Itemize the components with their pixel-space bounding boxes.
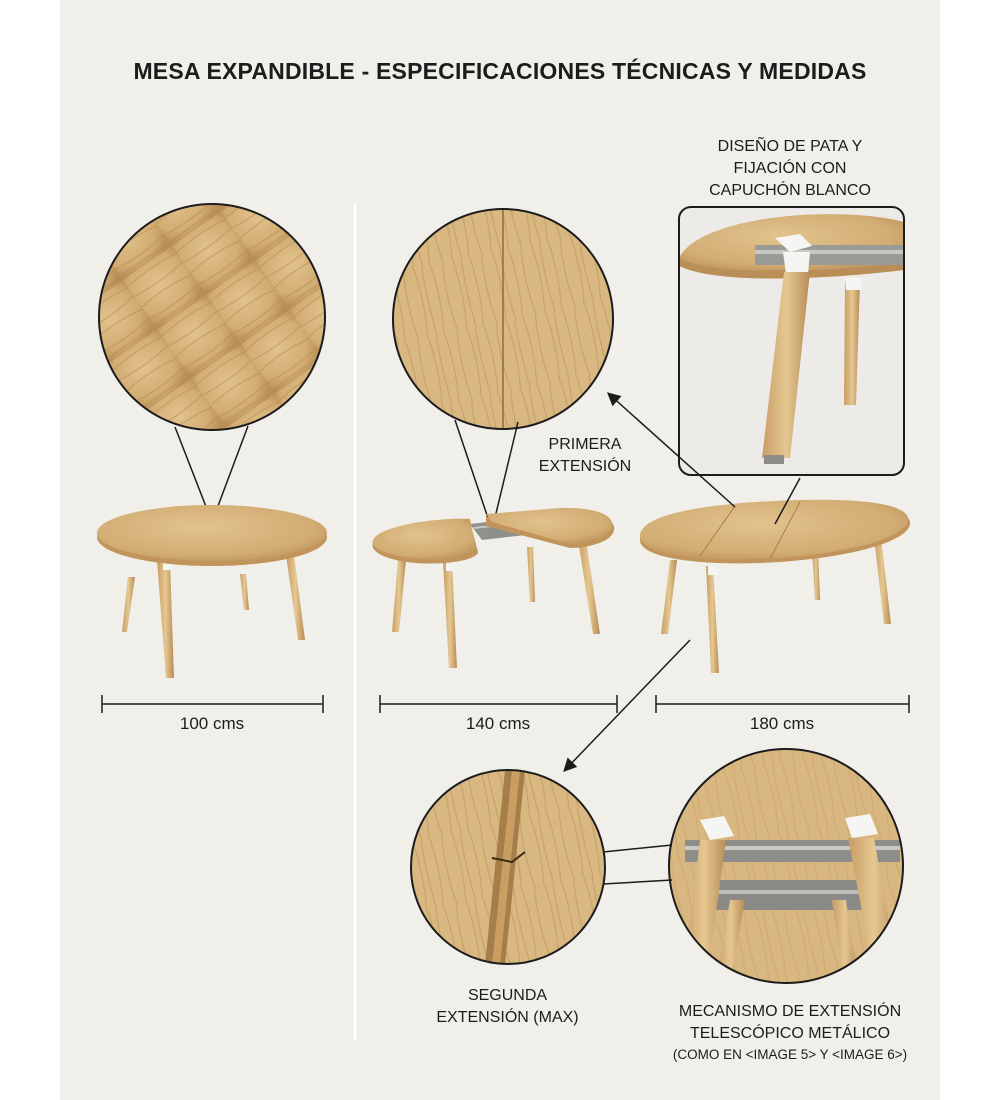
wood-surface-detail-second — [410, 770, 610, 970]
dimension-140: 140 cms — [465, 714, 531, 733]
mechanism-line-3: (COMO EN <IMAGE 5> Y <IMAGE 6>) — [672, 1047, 908, 1062]
page-title: MESA EXPANDIBLE - ESPECIFICACIONES TÉCNICAS Y MEDIDAS — [133, 58, 867, 84]
table-first-extension — [373, 508, 615, 668]
dimension-lines — [102, 695, 909, 713]
mechanism-line-2: TELESCÓPICO METÁLICO — [689, 1025, 891, 1042]
mechanism-line-1: MECANISMO DE EXTENSIÓN — [678, 1003, 902, 1020]
leg-design-line-3: CAPUCHÓN BLANCO — [709, 182, 871, 199]
first-extension-line-1: PRIMERA — [548, 436, 622, 453]
wood-surface-detail-first — [390, 205, 620, 530]
leg-detail-box — [679, 207, 904, 475]
wood-surface-detail-closed — [90, 200, 340, 522]
second-extension-line-1: SEGUNDA — [467, 987, 548, 1004]
first-extension-label — [515, 434, 655, 478]
leg-design-line-2: FIJACIÓN CON — [733, 160, 847, 177]
dimension-180: 180 cms — [749, 714, 815, 733]
dimension-100: 100 cms — [179, 714, 245, 733]
second-extension-line-2: EXTENSIÓN (MAX) — [436, 1009, 579, 1026]
mechanism-detail — [603, 745, 910, 990]
leg-design-label — [690, 136, 890, 202]
table-max-extension — [640, 500, 910, 673]
leg-design-line-1: DISEÑO DE PATA Y — [717, 138, 863, 155]
second-extension-label — [410, 985, 605, 1029]
arrow-to-second-extension — [565, 640, 690, 770]
mechanism-label — [640, 1001, 940, 1065]
table-closed — [97, 505, 327, 678]
first-extension-line-2: EXTENSIÓN — [538, 458, 632, 475]
